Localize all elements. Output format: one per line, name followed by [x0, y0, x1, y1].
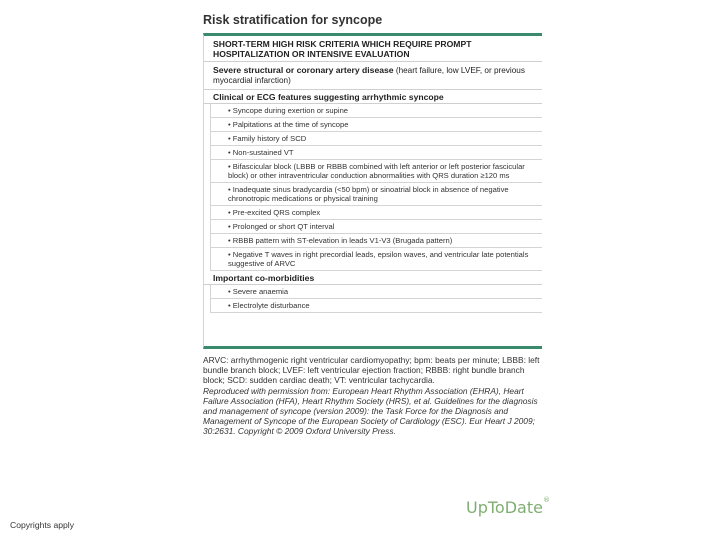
arrhythmic-items [204, 104, 542, 271]
list-item: • Pre-excited QRS complex [210, 206, 542, 220]
section-comorbidities: Important co-morbidities [204, 271, 542, 285]
footnote [203, 355, 543, 437]
table-header: SHORT-TERM HIGH RISK CRITERIA WHICH REQUIRE PROMPT HOSPITALIZATION OR INTENSIVE EVALUATION [204, 36, 542, 62]
list-item: • Inadequate sinus bradycardia (<50 bpm) or sinoatrial block in absence of negative chronotropic medications or physical training [210, 183, 542, 206]
page-title: Risk stratification for syncope [203, 13, 383, 27]
list-item: • Negative T waves in right precordial leads, epsilon waves, and ventricular late potentials suggestive of ARVC [210, 248, 542, 271]
list-item: • Syncope during exertion or supine [210, 104, 542, 118]
list-item: • Prolonged or short QT interval [210, 220, 542, 234]
logo-mark: ® [542, 496, 550, 504]
comorbidity-items [204, 285, 542, 313]
intro-bold: Severe structural or coronary artery disease [213, 65, 394, 75]
list-item: • Non-sustained VT [210, 146, 542, 160]
reproduced-note: Reproduced with permission from: European Heart Rhythm Association (EHRA), Heart Failure Association (HFA), Heart Rhythm Society (HRS), et al. Guidelines for the diagnosis and management of syncope (version 2009): the Task Force for the Diagnosis and Management of Syncope of the European Society of Cardiology (ESC). Eur Heart J 2009; 30:2631. Copyright © 2009 Oxford University Press. [203, 385, 538, 437]
risk-table [203, 33, 542, 349]
list-item: • Electrolyte disturbance [210, 299, 542, 313]
list-item: • RBBB pattern with ST-elevation in leads V1-V3 (Brugada pattern) [210, 234, 542, 248]
uptodate-logo [466, 498, 550, 517]
copyright-notice: Copyrights apply [10, 520, 75, 530]
list-item: • Severe anaemia [210, 285, 542, 299]
list-item: • Bifascicular block (LBBB or RBBB combined with left anterior or left posterior fascicular block) or other intraventricular conduction abnormalities with QRS duration ≥120 ms [210, 160, 542, 183]
section-arrhythmic: Clinical or ECG features suggesting arrhythmic syncope [204, 90, 542, 104]
logo-text: UpToDate [466, 498, 543, 517]
list-item: • Family history of SCD [210, 132, 542, 146]
intro-row [204, 62, 542, 90]
abbreviations: ARVC: arrhythmogenic right ventricular cardiomyopathy; bpm: beats per minute; LBBB: left bundle branch block; LVEF: left ventricular ejection fraction; RBBB: right bundle branch block; SCD: sudden cardiac death; VT: ventricular tachycardia. [203, 355, 540, 386]
intro-text: (heart failure, low LVEF, or previous myocardial infarction) [213, 66, 525, 85]
list-item: • Palpitations at the time of syncope [210, 118, 542, 132]
